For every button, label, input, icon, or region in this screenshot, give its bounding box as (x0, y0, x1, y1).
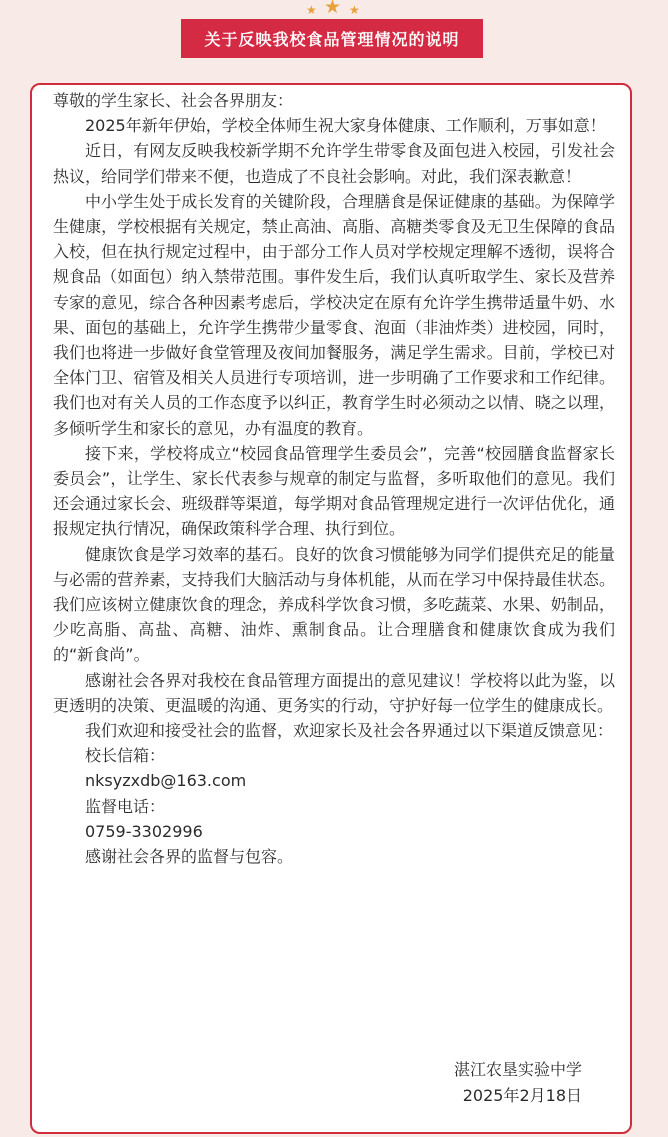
signature-school: 湛江农垦实验中学 (453, 1060, 582, 1079)
phone-label: 监督电话： (85, 796, 166, 816)
page-title (181, 19, 483, 58)
closing-line: 感谢社会各界的监督与包容。 (85, 847, 294, 867)
email-label: 校长信箱： (85, 746, 166, 766)
letter-paragraph: 近日，有网友反映我校新学期不允许学生带零食及面包进入校园，引发社会热议，给同学们带来不便，也造成了不良社会影响。对此，我们深表歉意！ (53, 141, 615, 186)
star-icon: ★ (324, 0, 342, 18)
email-address: nksyzxdb@163.com (85, 771, 247, 791)
header-stars (0, 0, 668, 20)
letter-paragraph: 我们欢迎和接受社会的监督，欢迎家长及社会各界通过以下渠道反馈意见： (85, 721, 614, 741)
star-icon: ★ (306, 3, 317, 17)
signature-date: 2025年2月18日 (462, 1086, 582, 1105)
letter-paragraph: 中小学生处于成长发育的关键阶段，合理膳食是保证健康的基础。为保障学生健康，学校根据有关规定，禁止高油、高脂、高糖类零食及无卫生保障的食品入校，但在执行规定过程中，由于部分工作人员对学校规定理解不透彻，误将合规食品（如面包）纳入禁带范围。事件发生后，我们认真听取学生、家长及营养专家的意见，综合各种因素考虑后，学校决定在原有允许学生携带适量牛奶、水果、面包的基础上，允许学生携带少量零食、泡面（非油炸类）进校园，同时，我们也将进一步做好食堂管理及夜间加餐服务，满足学生需求。目前，学校已对全体门卫、宿管及相关人员进行专项培训，进一步明确了工作要求和工作纪律。我们也对有关人员的工作态度予以纠正，教育学生时必须动之以情、晓之以理，多倾听学生和家长的意见，办有温度的教育。 (53, 191, 615, 438)
letter-paragraph: 2025年新年伊始，学校全体师生祝大家身体健康、工作顺利，万事如意！ (85, 116, 606, 136)
letter-paragraph: 感谢社会各界对我校在食品管理方面提出的意见建议！学校将以此为鉴，以更透明的决策、更温暖的沟通、更务实的行动，守护好每一位学生的健康成长。 (53, 670, 615, 715)
letter-paragraph: 接下来，学校将成立“校园食品管理学生委员会”，完善“校园膳食监督家长委员会”，让学生、家长代表参与规章的制定与监督，多听取他们的意见。我们还会通过家长会、班级群等渠道，每学期对食品管理规定进行一次评估优化，通报规定执行情况，确保政策科学合理、执行到位。 (53, 443, 615, 539)
letter-greeting: 尊敬的学生家长、社会各界朋友： (53, 91, 294, 110)
signature-block (400, 1057, 582, 1109)
page-title-text: 关于反映我校食品管理情况的说明 (204, 30, 460, 49)
star-icon: ★ (349, 3, 360, 17)
letter-paragraph: 健康饮食是学习效率的基石。良好的饮食习惯能够为同学们提供充足的能量与必需的营养素，支持我们大脑活动与身体机能，从而在学习中保持最佳状态。我们应该树立健康饮食的理念，养成科学饮食习惯，多吃蔬菜、水果、奶制品，少吃高脂、高盐、高糖、油炸、熏制食品。让合理膳食和健康饮食成为我们的“新食尚”。 (53, 544, 615, 665)
phone-number: 0759-3302996 (85, 821, 203, 841)
letter-body (53, 88, 615, 869)
